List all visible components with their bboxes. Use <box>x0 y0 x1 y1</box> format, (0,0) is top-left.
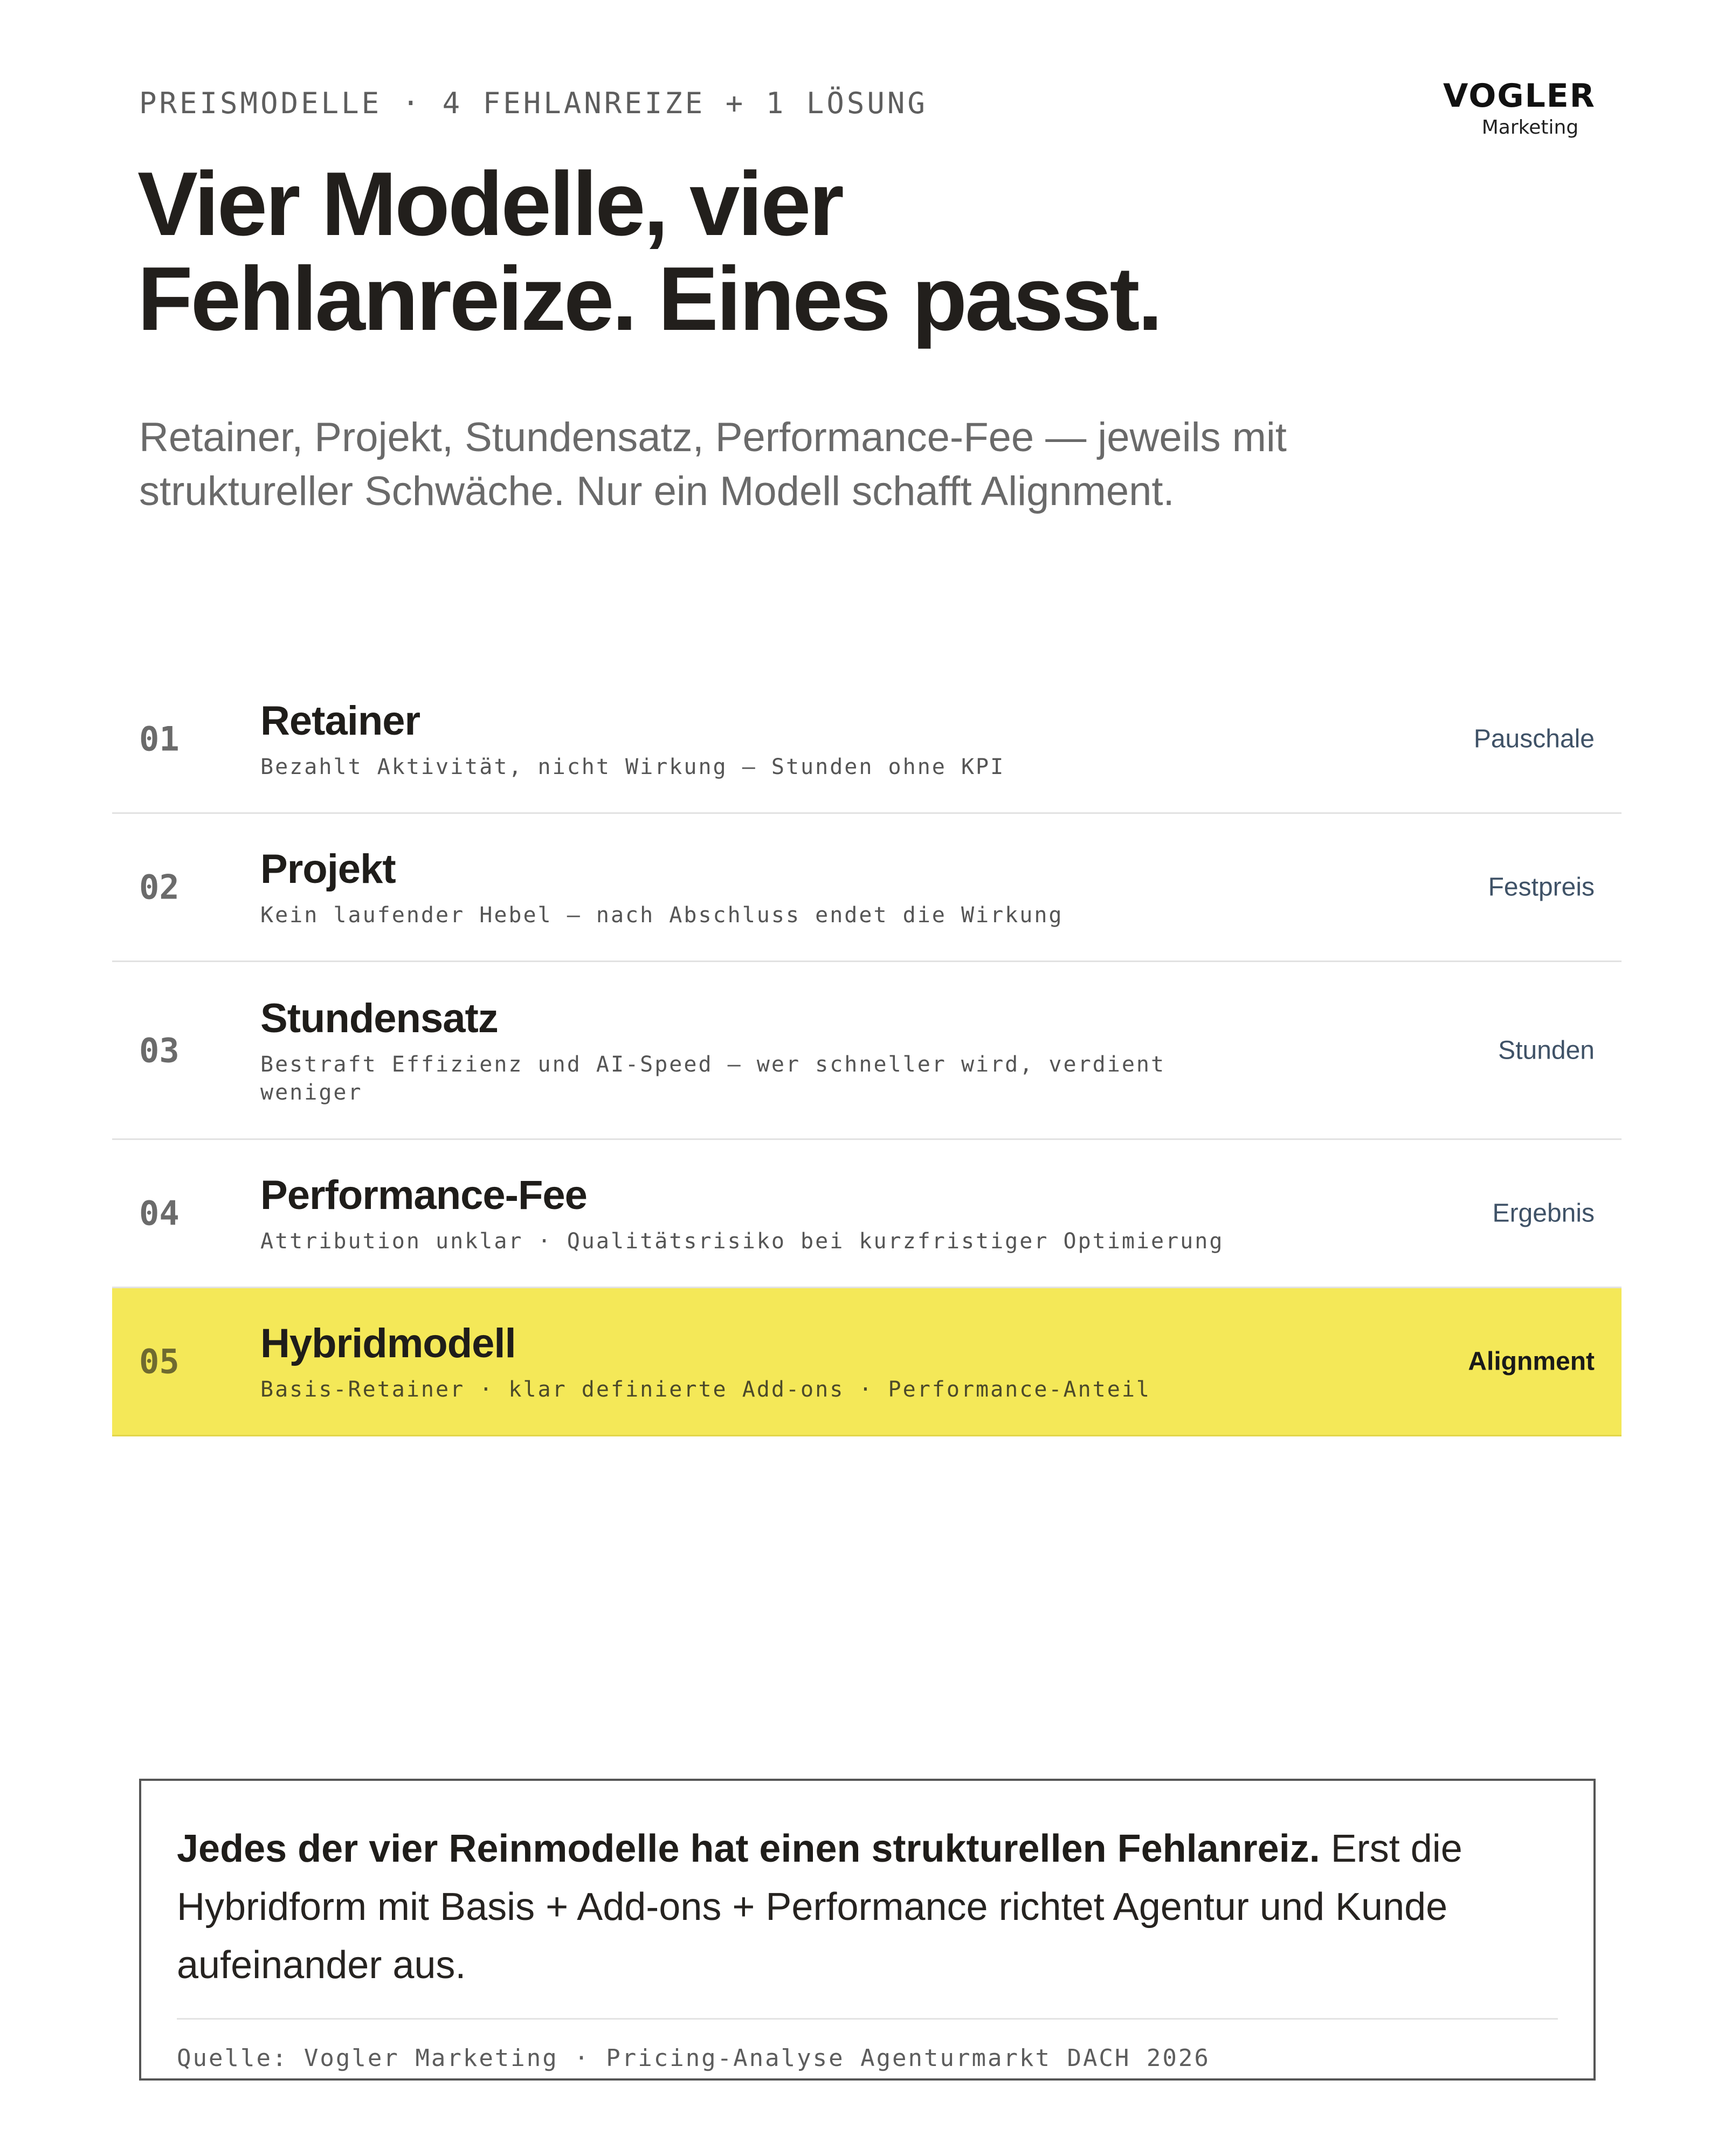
model-number: 03 <box>139 1031 180 1070</box>
logo-subline: Marketing <box>1481 116 1579 139</box>
model-description: Attribution unklar · Qualitätsrisiko bei kurzfristiger Optimierung <box>260 1229 1224 1254</box>
model-body <box>260 845 1285 929</box>
model-tag: Pauschale <box>1473 724 1595 754</box>
page-title-line-1: Vier Modelle, vier <box>137 153 842 254</box>
page-subtitle <box>139 411 1487 519</box>
model-description: Bezahlt Aktivität, nicht Wirkung — Stunden ohne KPI <box>260 755 1005 779</box>
model-body <box>260 697 1285 781</box>
model-row-performance-fee <box>112 1140 1622 1288</box>
eyebrow-label: PREISMODELLE · 4 FEHLANREIZE + 1 LÖSUNG <box>139 86 928 120</box>
model-tag: Festpreis <box>1488 873 1595 902</box>
summary-box <box>139 1779 1596 2081</box>
model-number: 01 <box>139 719 180 759</box>
model-title: Projekt <box>260 846 396 892</box>
page-title-line-2: Fehlanreize. Eines passt. <box>137 248 1161 349</box>
model-title: Hybridmodell <box>260 1321 516 1366</box>
summary-divider <box>177 2018 1558 2020</box>
model-number: 05 <box>139 1342 180 1381</box>
model-body <box>260 1171 1285 1255</box>
model-number: 02 <box>139 867 180 907</box>
model-row-retainer <box>112 666 1622 814</box>
model-tag: Ergebnis <box>1492 1199 1595 1228</box>
summary-emphasis: Jedes der vier Reinmodelle hat einen strukturellen Fehlanreiz. <box>177 1827 1320 1870</box>
source-note: Quelle: Vogler Marketing · Pricing-Analyse Agenturmarkt DACH 2026 <box>177 2044 1210 2072</box>
page-title <box>137 153 1431 349</box>
page-subtitle-line-1: Retainer, Projekt, Stundensatz, Performance-Fee — jeweils mit <box>139 414 1287 460</box>
summary-text <box>177 1820 1558 1994</box>
pricing-model-list <box>112 666 1622 1436</box>
brand-logo <box>1443 77 1596 139</box>
model-title: Retainer <box>260 698 420 744</box>
model-number: 04 <box>139 1193 180 1233</box>
model-body <box>260 1319 1285 1404</box>
summary-rest: Erst die Hybridform mit Basis + Add-ons + Performance richtet Agentur und Kunde aufeinander aus. <box>177 1827 1462 1987</box>
model-description: Basis-Retainer · klar definierte Add-ons · Performance-Anteil <box>260 1377 1151 1402</box>
logo-wordmark: VOGLER <box>1443 77 1596 115</box>
model-row-hybridmodell <box>112 1288 1622 1436</box>
model-description: Kein laufender Hebel — nach Abschluss endet die Wirkung <box>260 903 1064 928</box>
model-title: Stundensatz <box>260 995 498 1041</box>
model-body <box>260 994 1177 1107</box>
model-tag: Stunden <box>1498 1036 1595 1065</box>
model-row-projekt <box>112 814 1622 962</box>
model-tag: Alignment <box>1468 1347 1595 1376</box>
model-row-stundensatz <box>112 962 1622 1140</box>
model-description: Bestraft Effizienz und AI-Speed — wer schneller wird, verdient weniger <box>260 1052 1166 1105</box>
model-title: Performance-Fee <box>260 1172 587 1218</box>
page-subtitle-line-2: struktureller Schwäche. Nur ein Modell schafft Alignment. <box>139 468 1175 514</box>
